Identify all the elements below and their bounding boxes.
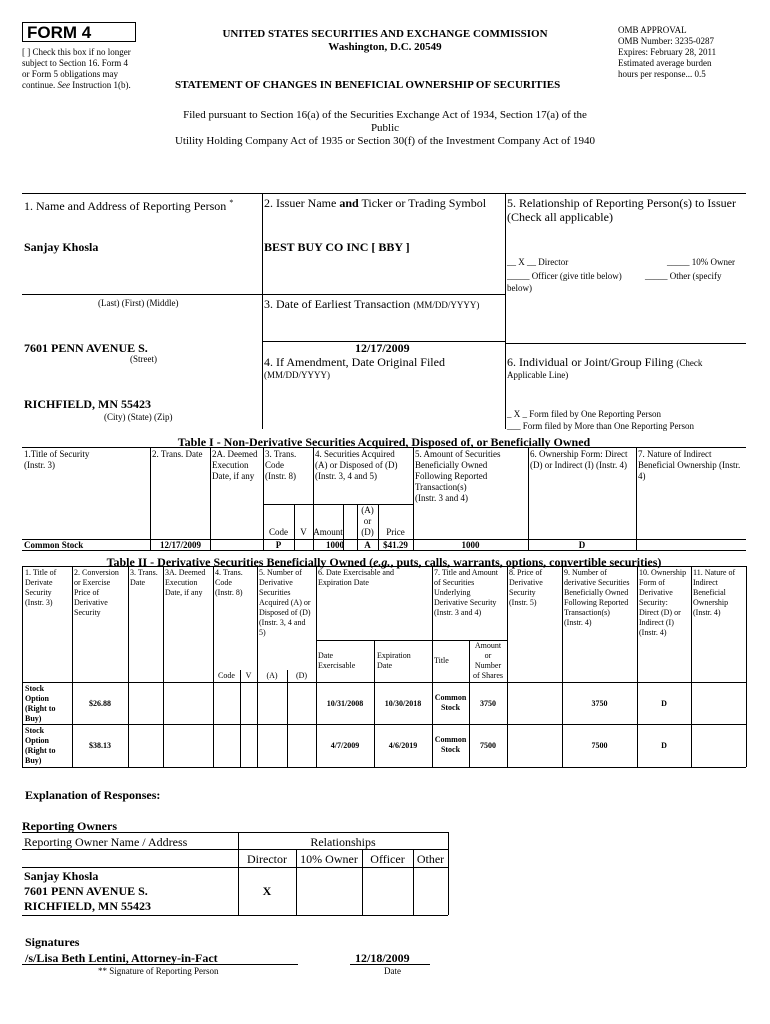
date-caption: Date [384,966,401,976]
checkbox-note-line: continue. See Instruction 1(b). [22,80,131,90]
officer-checkbox[interactable]: _____ Officer (give title below) [507,271,622,281]
form-title: FORM 4 [22,22,136,42]
filed-pursuant [130,109,640,148]
t2-col-underlying: 7. Title and Amount of Securities Underlying Derivative Security (Instr. 3 and 4) [434,568,499,617]
t2-col-ownership-form: 10. Ownership Form of Derivative Security: Direct (D) or Indirect (I) (Instr. 4) [639,568,687,637]
statement-title: STATEMENT OF CHANGES IN BENEFICIAL OWNERSHIP OF SECURITIES [175,79,561,91]
other-checkbox[interactable]: _____ Other (specify [645,271,722,281]
t1-row-date: 12/17/2009 [160,540,202,550]
t1-col-trans-code: 3. Trans. Code (Instr. 8) [265,449,297,481]
t1-col-title: 1.Title of Security (Instr. 3) [24,449,90,470]
box1-label: 1. Name and Address of Reporting Person * [24,198,234,213]
t2-row-owned: 7500 [591,741,608,750]
agency-name: UNITED STATES SECURITIES AND EXCHANGE COMMISSION [222,28,548,40]
t2-row-form: D [661,741,667,750]
director-checkbox[interactable]: __ X __ Director [507,257,569,267]
other-below-note: below) [507,283,532,293]
reporting-person-street: 7601 PENN AVENUE S. [24,341,148,355]
t1-row-code: P [275,540,282,550]
t1-row-title: Common Stock [24,540,84,550]
omb-approval [618,25,768,80]
one-person-filing-checkbox[interactable]: _ X _ Form filed by One Reporting Person [507,409,661,419]
group-filing-checkbox[interactable]: ___ Form filed by More than One Reporting Person [507,421,694,431]
reporting-person-name: Sanjay Khosla [24,240,99,254]
t2-col-number-owned: 9. Number of derivative Securities Beneficially Owned Following Reported Transaction(s) (Instr. 4) [564,568,630,627]
signer-name: /s/Lisa Beth Lentini, Attorney-in-Fact [25,951,218,965]
t1-row-owned: 1000 [461,540,480,550]
t1-col-deemed: 2A. Deemed Execution Date, if any [212,449,258,481]
t2-row-price: $38.13 [89,741,111,750]
issuer-name: BEST BUY CO INC [ BBY ] [264,240,410,254]
box5-label: 5. Relationship of Reporting Person(s) to Issuer (Check all applicable) [507,196,736,224]
t1-sub-code: Code [269,527,288,537]
t1-col-acquired: 4. Securities Acquired (A) or Disposed of (D) (Instr. 3, 4 and 5) [315,449,398,481]
t2-row-under-title: Common Stock [434,735,467,754]
t1-col-trans-date: 2. Trans. Date [152,449,203,459]
table2-title: Table II - Derivative Securities Beneficially Owned (e.g., puts, calls, warrants, options, convertible securities) [106,555,662,569]
box4-label: 4. If Amendment, Date Original Filed [264,355,445,369]
t2-sub-exercisable: Date Exercisable [318,651,356,670]
t2-col-number: 5. Number of Derivative Securities Acquired (A) or Disposed of (D) (Instr. 3, 4 and 5) [259,568,311,637]
reporting-person-city: RICHFIELD, MN 55423 [24,397,152,411]
t1-row-ad: A [364,540,371,550]
signer-caption: ** Signature of Reporting Person [98,966,219,976]
owners-col-name: Reporting Owner Name / Address [24,835,188,849]
t1-col-ownership-form: 6. Ownership Form: Direct (D) or Indirect (I) (Instr. 4) [530,449,628,470]
box4-format: (MM/DD/YYYY) [264,370,330,380]
omb-line: Estimated average burden [618,58,712,68]
checkbox-note-line: [ ] Check this box if no longer [22,47,131,57]
owner-director-mark: X [262,884,272,898]
t1-sub-amount: Amount [313,527,343,537]
omb-line: hours per response... 0.5 [618,69,706,79]
t2-row-under-amount: 3750 [480,699,496,708]
t2-col-nature: 11. Nature of Indirect Beneficial Ownership (Instr. 4) [693,568,736,617]
t2-row-title: Stock Option (Right to Buy) [25,684,56,723]
checkbox-note-line: subject to Section 16. Form 4 [22,58,128,68]
t2-col-price: 8. Price of Derivative Security (Instr. 5) [509,568,543,607]
owners-col-director: Director [247,852,287,866]
t2-sub-code: Code [218,671,235,680]
t2-row-title: Stock Option (Right to Buy) [25,726,56,765]
filed-line: Filed pursuant to Section 16(a) of the Securities Exchange Act of 1934, Section 17(a) of the [183,109,587,121]
omb-line: Expires: February 28, 2011 [618,47,717,57]
t1-sub-price: Price [386,527,405,537]
reporting-owners-heading: Reporting Owners [22,819,117,833]
owners-col-ten-pct: 10% Owner [300,852,358,866]
t2-row-exercisable: 10/31/2008 [326,699,364,708]
earliest-transaction-date: 12/17/2009 [355,341,410,355]
signatures-heading: Signatures [25,935,80,949]
t1-row-amount: 1000 [326,540,344,550]
t2-sub-title: Title [434,656,449,665]
t1-col-amount-owned: 5. Amount of Securities Beneficially Owned Following Reported Transaction(s) (Instr. 3 and 4) [415,449,501,503]
filed-line: Public [370,122,400,134]
t2-row-price: $26.88 [89,699,111,708]
t2-row-under-title: Common Stock [434,693,467,712]
t2-sub-amount: Amount or Number of Shares [473,641,503,680]
t2-col-title: 1. Title of Derivate Security (Instr. 3) [25,568,57,607]
box3-label: 3. Date of Earliest Transaction (MM/DD/YYYY) [264,297,480,311]
see-link: See [57,80,70,90]
checkbox-note [22,47,157,91]
street-caption: (Street) [130,354,157,364]
t2-row-form: D [661,699,667,708]
omb-line: OMB APPROVAL [618,25,687,35]
table1-title: Table I - Non-Derivative Securities Acquired, Disposed of, or Beneficially Owned [177,435,591,449]
owner-name-address: Sanjay Khosla 7601 PENN AVENUE S. RICHFIELD, MN 55423 [24,869,152,913]
t2-sub-a: (A) [266,671,278,680]
owners-col-other: Other [416,852,445,866]
box2-label: 2. Issuer Name and Ticker or Trading Symbol [264,196,487,210]
owners-col-officer: Officer [370,852,405,866]
agency-heading [180,28,590,54]
t1-row-price: $41.29 [383,540,408,550]
t2-col-date-exercisable: 6. Date Exercisable and Expiration Date [318,568,394,587]
t1-sub-ad: (A) or (D) [361,505,374,537]
ten-percent-owner-checkbox[interactable]: _____ 10% Owner [667,257,735,267]
t2-col-conversion: 2. Conversion or Exercise Price of Derivative Security [74,568,119,617]
t2-sub-d: (D) [295,671,308,680]
t2-row-under-amount: 7500 [480,741,496,750]
t2-sub-v: V [245,671,252,680]
t2-row-expiration: 10/30/2018 [384,699,422,708]
t2-sub-expiration: Expiration Date [377,651,411,670]
box6-applicable: Applicable Line) [507,370,569,380]
box6-label: 6. Individual or Joint/Group Filing (Check [507,355,703,369]
t2-col-deemed: 3A. Deemed Execution Date, if any [165,568,206,597]
t2-row-exercisable: 4/7/2009 [330,741,360,750]
explanation-heading: Explanation of Responses: [25,788,161,802]
signature-date: 12/18/2009 [355,951,410,965]
owners-relationships: Relationships [310,835,376,849]
filed-line: Utility Holding Company Act of 1935 or Section 30(f) of the Investment Company Act of 1940 [174,135,596,147]
t1-row-form: D [578,540,586,550]
t2-row-expiration: 4/6/2019 [388,741,418,750]
omb-line: OMB Number: 3235-0287 [618,36,714,46]
t1-sub-v: V [300,527,307,537]
t2-col-trans-code: 4. Trans. Code (Instr. 8) [215,568,243,597]
t2-col-trans-date: 3. Trans. Date [130,568,158,587]
checkbox-note-line: or Form 5 obligations may [22,69,118,79]
name-caption: (Last) (First) (Middle) [98,298,179,308]
agency-address: Washington, D.C. 20549 [328,41,442,53]
t2-row-owned: 3750 [591,699,608,708]
t1-col-nature: 7. Nature of Indirect Beneficial Ownership (Instr. 4) [638,449,741,481]
city-caption: (City) (State) (Zip) [104,412,173,422]
